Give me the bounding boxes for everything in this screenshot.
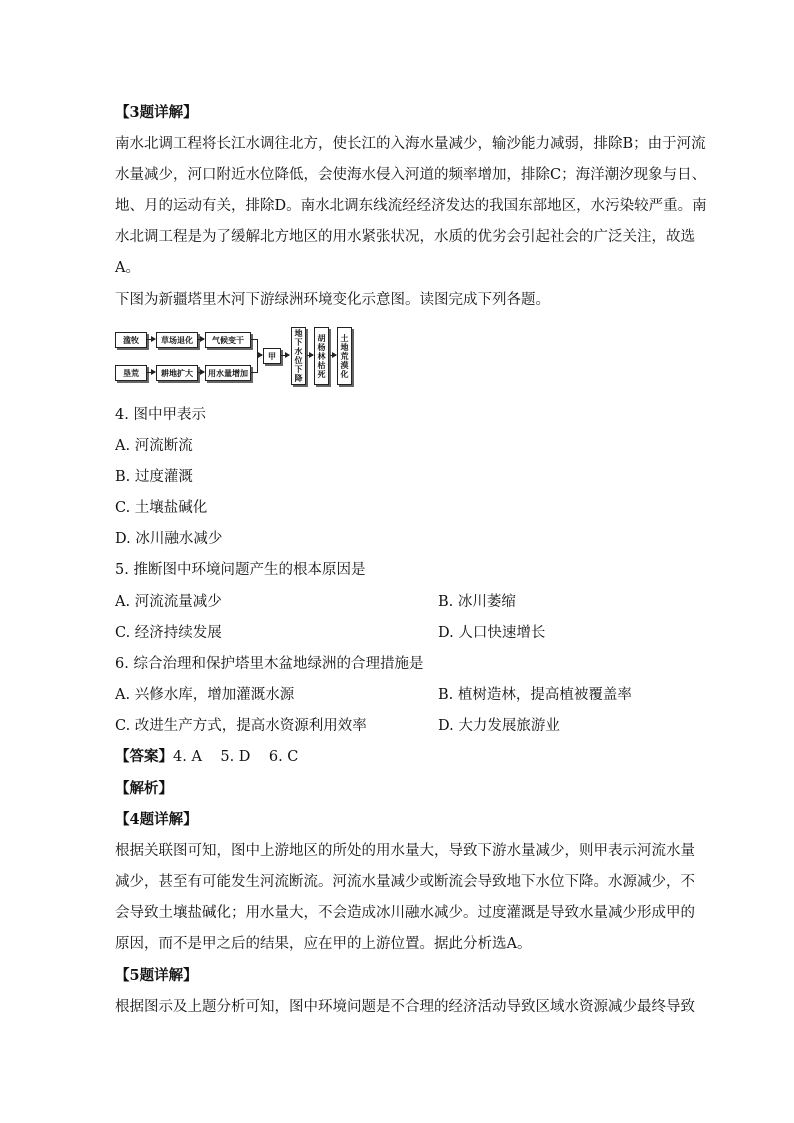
diagram-box-overgrazing: 滥牧: [115, 332, 147, 348]
q6-option-c: C. 改进生产方式，提高水资源利用效率: [115, 718, 367, 734]
diagram-box-farmland-expansion: 耕地扩大: [156, 365, 198, 381]
sec3-line: 地、月的运动有关，排除D。南水北调东线流经经济发达的我国东部地区，水污染较严重。南: [115, 198, 707, 214]
arrow: [257, 355, 262, 356]
q4-option-a: A. 河流断流: [115, 438, 193, 454]
diagram-box-reclamation: 垦荒: [115, 365, 147, 381]
diagram-box-poplar-death: 胡杨林枯死: [314, 327, 329, 385]
sec4-line: 原因，而不是甲之后的结果，应在甲的上游位置。据此分析选A。: [115, 936, 532, 952]
diagram-box-grassland-degradation: 草场退化: [156, 332, 198, 348]
intro-text: 下图为新疆塔里木河下游绿洲环境变化示意图。读图完成下列各题。: [115, 292, 550, 308]
q6-stem: 6. 综合治理和保护塔里木盆地绿洲的合理措施是: [115, 656, 424, 672]
q6-option-a: A. 兴修水库，增加灌溉水源: [115, 687, 295, 703]
answer-text: 4. A 5. D 6. C: [173, 749, 299, 765]
q4-stem: 4. 图中甲表示: [115, 407, 206, 423]
sec4-line: 根据关联图可知，图中上游地区的所处的用水量大，导致下游水量减少，则甲表示河流水量: [115, 843, 695, 859]
q4-option-c: C. 土壤盐碱化: [115, 500, 208, 516]
q5-option-c: C. 经济持续发展: [115, 625, 222, 641]
answer-label: 【答案】: [115, 748, 173, 765]
answer-line: [115, 747, 298, 767]
sec3-line: A。: [115, 260, 140, 276]
sec3-heading: 【3题详解】: [115, 104, 198, 121]
arrow: [198, 339, 204, 340]
sec3-line: 水北调工程是为了缓解北方地区的用水紧张状况，水质的优劣会引起社会的广泛关注，故选: [115, 229, 695, 245]
sec5-heading: 【5题详解】: [115, 967, 198, 984]
sec4-heading: 【4题详解】: [115, 811, 198, 828]
sec4-line: 减少，甚至有可能发生河流断流。河流水量减少或断流会导致地下水位下降。水源减少，不: [115, 874, 695, 890]
sec3-line: 南水北调工程将长江水调往北方，使长江的入海水量减少，输沙能力减弱，排除B；由于河流: [115, 136, 706, 152]
q4-option-b: B. 过度灌溉: [115, 469, 193, 485]
arrow: [147, 339, 155, 340]
q5-option-b: B. 冰川萎缩: [438, 594, 516, 610]
diagram-box-climate-drier: 气候变干: [205, 332, 251, 348]
sec4-line: 会导致土壤盐碱化；用水量大，不会造成冰川融水减少。过度灌溉是导致水量减少形成甲的: [115, 905, 695, 921]
flow-diagram: [115, 325, 365, 387]
diagram-box-groundwater-decline: 地下水位下降: [291, 327, 306, 385]
analysis-label: 【解析】: [115, 780, 173, 797]
q6-option-b: B. 植树造林，提高植被覆盖率: [438, 687, 632, 703]
arrow: [147, 372, 155, 373]
q5-option-a: A. 河流流量减少: [115, 594, 222, 610]
arrow: [307, 355, 313, 356]
q5-option-d: D. 人口快速增长: [438, 625, 546, 641]
arrow: [330, 355, 336, 356]
arrow: [198, 372, 204, 373]
sec5-line: 根据图示及上题分析可知，图中环境问题是不合理的经济活动导致区域水资源减少最终导致: [115, 999, 695, 1015]
q4-option-d: D. 冰川融水减少: [115, 531, 223, 547]
diagram-box-desertification: 土地荒漠化: [337, 327, 352, 385]
diagram-box-jia: 甲: [263, 348, 281, 364]
q5-stem: 5. 推断图中环境问题产生的根本原因是: [115, 562, 366, 578]
diagram-box-water-use-increase: 用水量增加: [205, 365, 251, 381]
arrow: [281, 355, 289, 356]
q6-option-d: D. 大力发展旅游业: [438, 718, 560, 734]
sec3-line: 水量减少，河口附近水位降低，会使海水侵入河道的频率增加，排除C；海洋潮汐现象与日、: [115, 167, 707, 183]
